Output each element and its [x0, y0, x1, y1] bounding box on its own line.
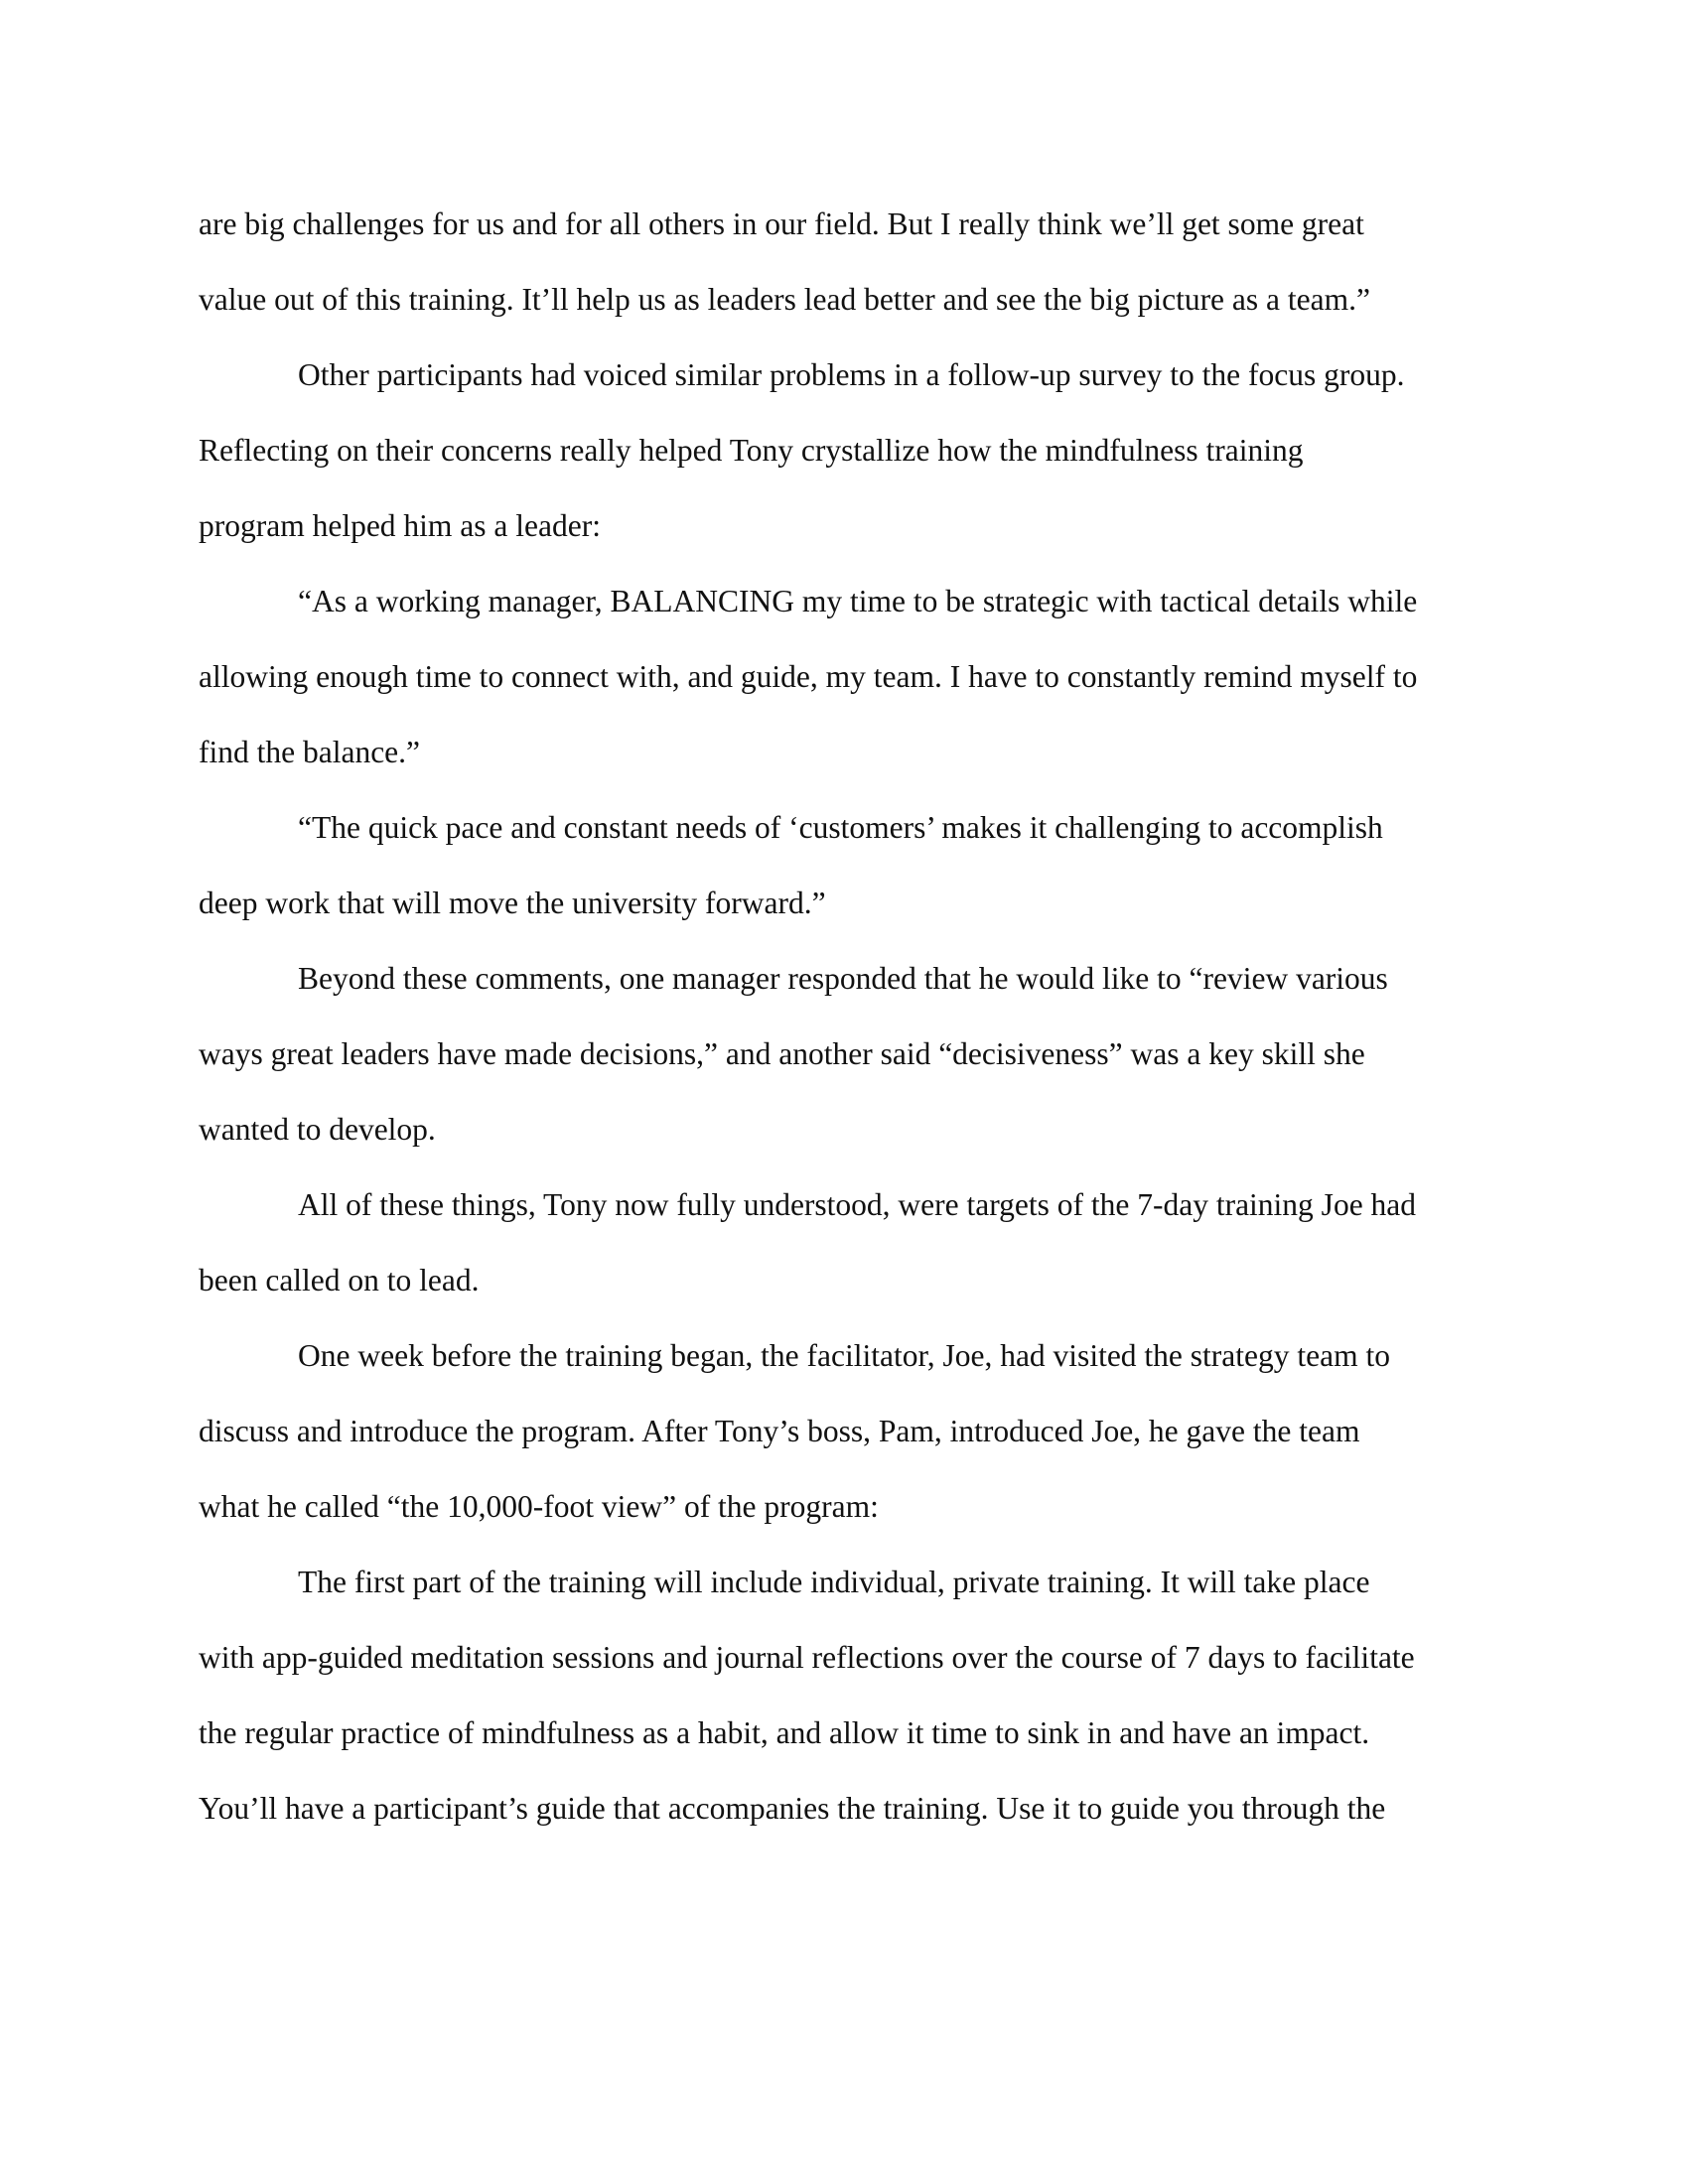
text-line: allowing enough time to connect with, and guide, my team. I have to constantly remind myself to [199, 659, 1418, 694]
text-line: with app-guided meditation sessions and journal reflections over the course of 7 days to facilitate [199, 1640, 1415, 1675]
text-line: Other participants had voiced similar problems in a follow-up survey to the focus group. [298, 357, 1405, 392]
text-line: are big challenges for us and for all others in our field. But I really think we’ll get some great [199, 206, 1364, 241]
text-line: ways great leaders have made decisions,” and another said “decisiveness” was a key skill she [199, 1036, 1365, 1071]
text-line: “The quick pace and constant needs of ‘customers’ makes it challenging to accomplish [298, 810, 1383, 845]
text-line: Reflecting on their concerns really helped Tony crystallize how the mindfulness training [199, 433, 1304, 468]
text-line: been called on to lead. [199, 1263, 480, 1297]
text-line: “As a working manager, BALANCING my time to be strategic with tactical details while [298, 584, 1418, 618]
text-line: what he called “the 10,000-foot view” of the program: [199, 1489, 879, 1524]
text-line: The first part of the training will include individual, private training. It will take place [298, 1565, 1370, 1599]
text-line: value out of this training. It’ll help us as leaders lead better and see the big picture as a team.” [199, 282, 1370, 317]
text-line: You’ll have a participant’s guide that accompanies the training. Use it to guide you through the [199, 1791, 1386, 1826]
text-line: program helped him as a leader: [199, 508, 601, 543]
text-line: the regular practice of mindfulness as a habit, and allow it time to sink in and have an impact. [199, 1715, 1370, 1750]
text-line: All of these things, Tony now fully understood, were targets of the 7-day training Joe had [298, 1187, 1417, 1222]
text-line: deep work that will move the university forward.” [199, 886, 826, 920]
text-line: wanted to develop. [199, 1112, 436, 1147]
text-line: discuss and introduce the program. After Tony’s boss, Pam, introduced Joe, he gave the team [199, 1414, 1360, 1448]
body-text [199, 187, 1489, 1846]
text-line: find the balance.” [199, 735, 421, 769]
text-line: Beyond these comments, one manager responded that he would like to “review various [298, 961, 1388, 996]
text-line: One week before the training began, the facilitator, Joe, had visited the strategy team to [298, 1338, 1390, 1373]
